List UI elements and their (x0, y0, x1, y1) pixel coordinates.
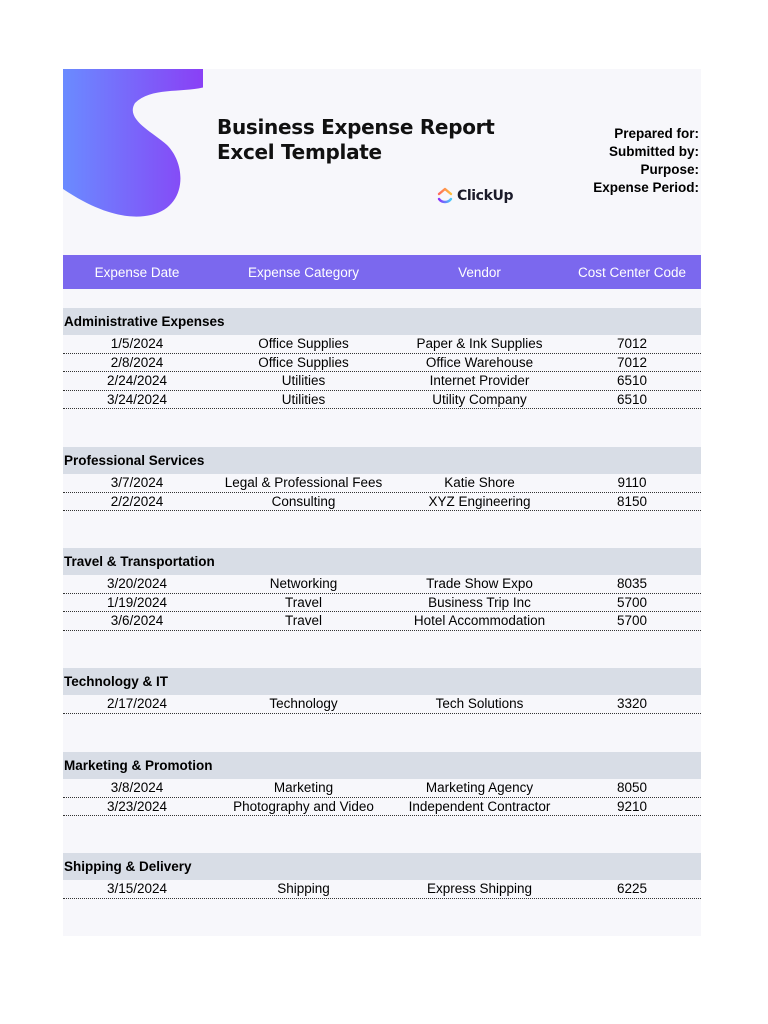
expense-category-cell: Technology (269, 696, 338, 711)
title-line-2: Excel Template (217, 140, 382, 164)
expense-date-cell: 3/23/2024 (106, 798, 168, 814)
table-row (63, 612, 701, 631)
expense-category-cell: Consulting (271, 493, 336, 509)
vendor-cell: Tech Solutions (435, 696, 524, 711)
brand-name: ClickUp (457, 188, 514, 204)
report-meta-labels (593, 125, 699, 197)
purpose-label: Purpose: (640, 162, 699, 177)
vendor-cell: Marketing Agency (425, 780, 534, 795)
expense-category-cell: Networking (269, 576, 338, 591)
expense-category-cell: Marketing (273, 780, 334, 795)
vendor-cell: Paper & Ink Supplies (416, 336, 543, 351)
table-row (63, 695, 701, 714)
expense-category-cell: Utilities (281, 373, 326, 389)
table-row (63, 779, 701, 798)
expense-section (63, 668, 701, 714)
vendor-cell: Express Shipping (426, 881, 533, 896)
table-row (63, 575, 701, 594)
section-heading: Travel & Transportation (63, 548, 701, 575)
prepared-for-label: Prepared for: (614, 126, 699, 141)
expense-category-cell: Office Supplies (258, 336, 349, 351)
cost-center-code-cell: 9210 (616, 798, 648, 814)
table-row (63, 335, 701, 354)
expense-category-cell: Office Supplies (258, 354, 349, 370)
report-title (217, 115, 494, 165)
section-heading: Administrative Expenses (63, 308, 701, 335)
expense-category-cell: Shipping (277, 881, 330, 896)
table-row (63, 880, 701, 899)
expense-period-label: Expense Period: (593, 180, 699, 195)
vendor-cell: Hotel Accommodation (413, 613, 546, 629)
expense-section (63, 752, 701, 816)
expense-date-cell: 2/24/2024 (106, 373, 168, 389)
section-heading: Technology & IT (63, 668, 701, 695)
expense-date-cell: 3/15/2024 (106, 881, 168, 896)
expense-category-cell: Photography and Video (233, 798, 374, 814)
cost-center-code-cell: 6225 (616, 881, 648, 896)
cost-center-code-cell: 8150 (616, 493, 648, 509)
vendor-cell: Office Warehouse (425, 354, 534, 370)
expense-section (63, 548, 701, 631)
table-row (63, 594, 701, 613)
col-expense-category: Expense Category (247, 264, 360, 280)
vendor-cell: Trade Show Expo (426, 576, 533, 591)
clickup-brand (437, 186, 513, 206)
vendor-cell: Business Trip Inc (428, 594, 531, 610)
section-heading: Marketing & Promotion (63, 752, 701, 779)
cost-center-code-cell: 5700 (616, 613, 648, 629)
section-heading: Professional Services (63, 447, 701, 474)
col-vendor: Vendor (458, 264, 501, 280)
expense-date-cell: 1/19/2024 (106, 594, 168, 610)
expense-category-cell: Utilities (281, 391, 326, 407)
col-expense-date: Expense Date (94, 264, 180, 280)
expense-date-cell: 2/2/2024 (110, 493, 164, 509)
expense-date-cell: 3/20/2024 (106, 576, 168, 591)
vendor-cell: Katie Shore (444, 475, 515, 490)
vendor-cell: Utility Company (432, 391, 527, 407)
cost-center-code-cell: 8035 (616, 576, 648, 591)
expense-date-cell: 3/6/2024 (110, 613, 164, 629)
expense-category-cell: Legal & Professional Fees (224, 475, 383, 490)
column-header-row (63, 255, 701, 289)
cost-center-code-cell: 6510 (616, 391, 648, 407)
cost-center-code-cell: 9110 (617, 475, 647, 490)
expense-date-cell: 3/24/2024 (106, 391, 168, 407)
submitted-by-label: Submitted by: (609, 144, 699, 159)
table-row (63, 493, 701, 512)
cost-center-code-cell: 8050 (616, 780, 648, 795)
table-row (63, 372, 701, 391)
expense-section (63, 447, 701, 511)
expense-date-cell: 1/5/2024 (110, 336, 164, 351)
col-cost-center-code: Cost Center Code (577, 264, 687, 280)
brand-swoosh-graphic (63, 69, 203, 219)
table-row (63, 391, 701, 410)
expense-section (63, 853, 701, 899)
expense-date-cell: 3/7/2024 (110, 475, 164, 490)
vendor-cell: XYZ Engineering (428, 493, 531, 509)
cost-center-code-cell: 6510 (616, 373, 648, 389)
cost-center-code-cell: 5700 (616, 594, 648, 610)
vendor-cell: Independent Contractor (408, 798, 551, 814)
title-line-1: Business Expense Report (217, 115, 495, 139)
section-heading: Shipping & Delivery (63, 853, 701, 880)
report-sheet (63, 69, 701, 936)
table-row (63, 474, 701, 493)
cost-center-code-cell: 3320 (616, 696, 648, 711)
expense-category-cell: Travel (284, 613, 322, 629)
clickup-logo-icon (437, 187, 453, 205)
table-row (63, 354, 701, 373)
cost-center-code-cell: 7012 (616, 336, 648, 351)
expense-section (63, 308, 701, 409)
expense-category-cell: Travel (284, 594, 322, 610)
table-row (63, 798, 701, 817)
expense-date-cell: 2/17/2024 (106, 696, 168, 711)
cost-center-code-cell: 7012 (616, 354, 648, 370)
expense-date-cell: 3/8/2024 (110, 780, 164, 795)
expense-date-cell: 2/8/2024 (110, 354, 164, 370)
vendor-cell: Internet Provider (429, 373, 530, 389)
